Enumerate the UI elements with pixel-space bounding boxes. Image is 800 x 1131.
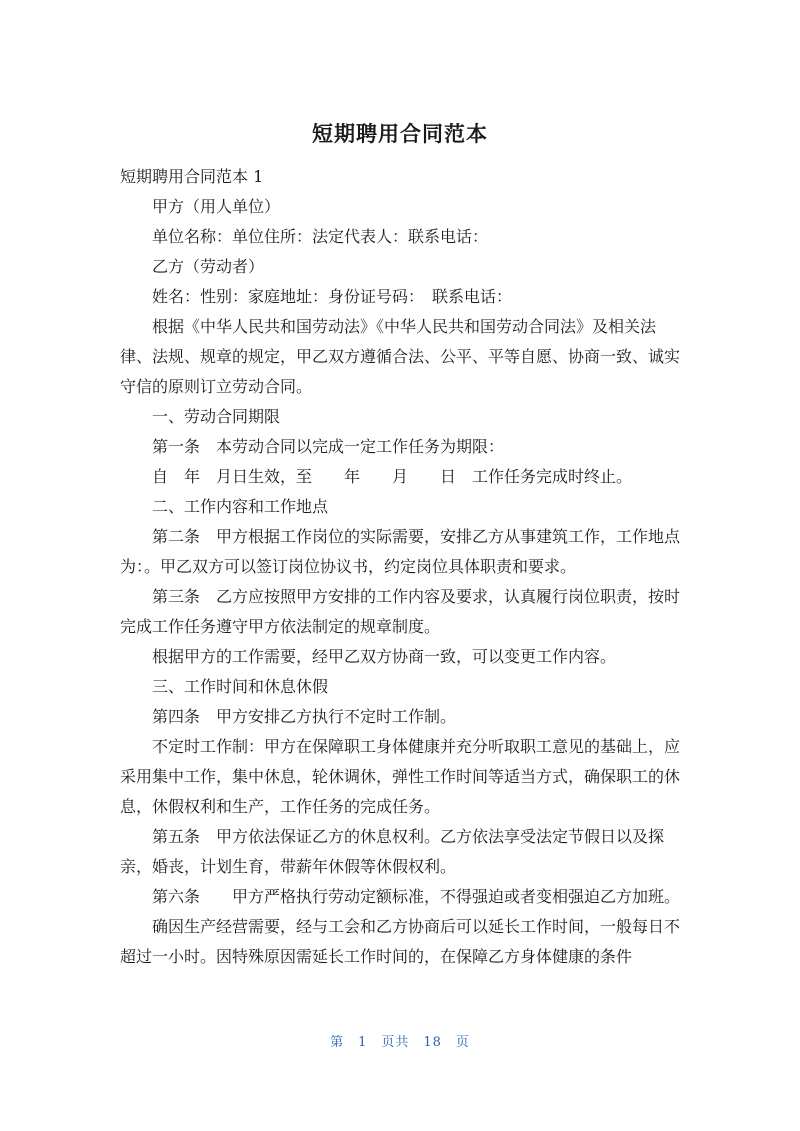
page-footer: 第 1 页共 18 页 <box>330 1035 470 1050</box>
paragraph: 第五条 甲方依法保证乙方的休息权利。乙方依法享受法定节假日以及探亲，婚丧，计划生育，带薪年休假等休假权利。 <box>120 827 665 876</box>
paragraph: 乙方（劳动者） <box>152 257 265 276</box>
paragraph: 不定时工作制：甲方在保障职工身体健康并充分听取职工意见的基础上，应采用集中工作，集中休息，轮休调休，弹性工作时间等适当方式，确保职工的休息，休假权利和生产，工作任务的完成任务。 <box>120 737 681 816</box>
paragraph: 第三条 乙方应按照甲方安排的工作内容及要求，认真履行岗位职责，按时完成工作任务遵守甲方依法制定的规章制度。 <box>120 587 681 636</box>
paragraph: 一、劳动合同期限 <box>152 407 281 426</box>
paragraph: 二、工作内容和工作地点 <box>152 497 329 516</box>
paragraph: 第一条 本劳动合同以完成一定工作任务为期限： <box>152 437 505 456</box>
document-title: 短期聘用合同范本 <box>312 122 488 146</box>
paragraph: 甲方（用人单位） <box>152 197 281 216</box>
paragraph: 单位名称：单位住所：法定代表人：联系电话： <box>152 227 489 246</box>
paragraph: 根据《中华人民共和国劳动法》《中华人民共和国劳动合同法》及相关法律、法规、规章的规定，甲乙双方遵循合法、公平、平等自愿、协商一致、诚实守信的原则订立劳动合同。 <box>120 317 681 396</box>
paragraph: 第四条 甲方安排乙方执行不定时工作制。 <box>152 707 457 726</box>
paragraph: 第二条 甲方根据工作岗位的实际需要，安排乙方从事建筑工作，工作地点为：。甲乙双方可以签订岗位协议书，约定岗位具体职责和要求。 <box>120 527 681 576</box>
paragraph: 姓名：性别：家庭地址：身份证号码： 联系电话： <box>152 287 513 306</box>
paragraph: 确因生产经营需要，经与工会和乙方协商后可以延长工作时间，一般每日不超过一小时。因特殊原因需延长工作时间的，在保障乙方身体健康的条件 <box>120 917 681 966</box>
section-heading: 短期聘用合同范本 1 <box>120 167 264 186</box>
paragraph: 根据甲方的工作需要，经甲乙双方协商一致，可以变更工作内容。 <box>152 647 617 666</box>
paragraph: 第六条 甲方严格执行劳动定额标准，不得强迫或者变相强迫乙方加班。 <box>152 887 681 906</box>
document-body <box>120 162 680 972</box>
paragraph: 自 年 月日生效，至 年 月 日 工作任务完成时终止。 <box>152 467 633 486</box>
paragraph: 三、工作时间和休息休假 <box>152 677 329 696</box>
